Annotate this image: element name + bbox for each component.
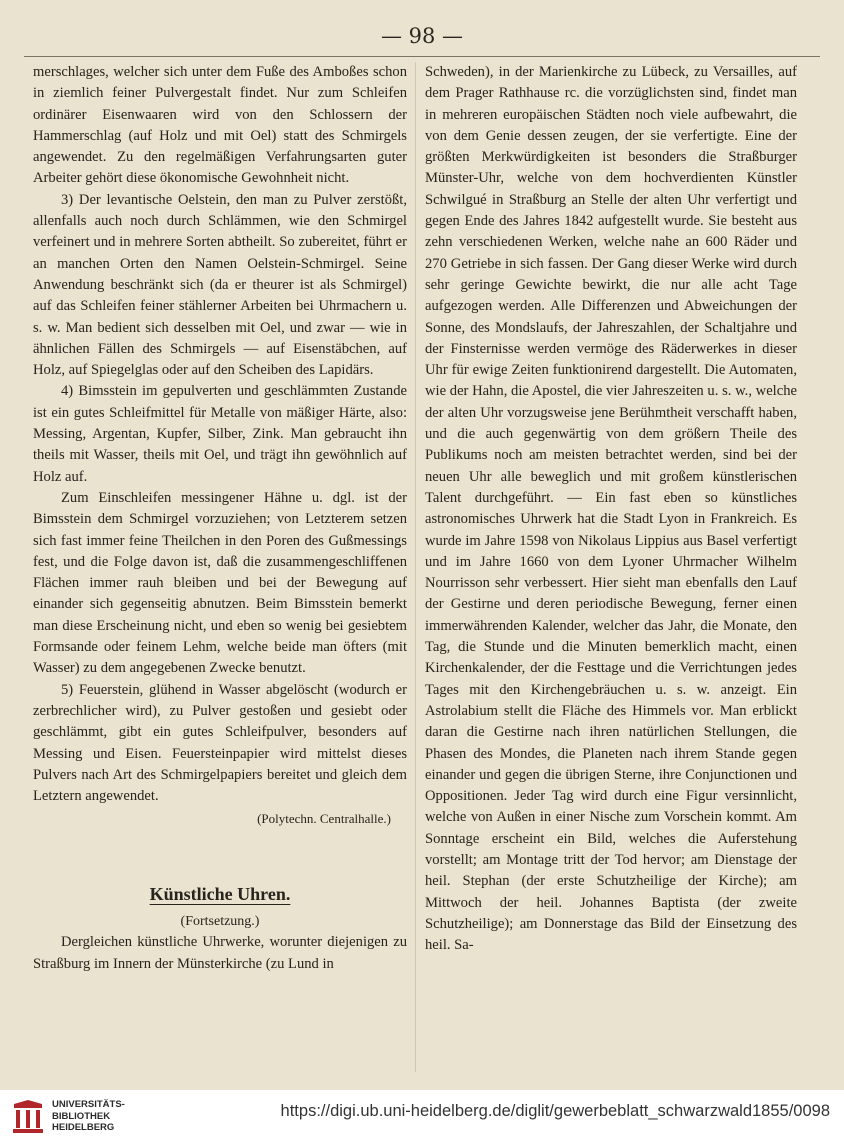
article-intro: Dergleichen künstliche Uhrwerke, worunter diejenigen zu Straßburg im Innern der Münsterkirche (zu Lund in xyxy=(33,934,407,972)
university-library-logo-icon xyxy=(10,1098,46,1136)
right-column xyxy=(425,62,797,956)
library-name-line: BIBLIOTHEK xyxy=(52,1110,111,1122)
document-url[interactable]: https://digi.ub.uni-heidelberg.de/diglit/gewerbeblatt_schwarzwald1855/0098 xyxy=(280,1102,830,1120)
viewer-footer xyxy=(0,1090,844,1145)
library-name-line: UNIVERSITÄTS- xyxy=(52,1099,125,1110)
article-subtitle: (Fortsetzung.) xyxy=(180,913,260,929)
paragraph: merschlages, welcher sich unter dem Fuße des Amboßes schon in ziemlich feiner Pulvergestalt findet. Nur zum Schleifen ordinärer Eisenwaaren wird von den Schlossern der Hammerschlag (auf Holz und mit Oel) statt des Schmirgels angewendet. Zu den regelmäßigen Verfahrungsarten guter Arbeiter gehört diese ökonomische Gewohnheit nicht. xyxy=(33,64,407,187)
paragraph: 5) Feuerstein, glühend in Wasser abgelöscht (wodurch er zerbrechlicher wird), zu Pulver gestoßen und gesiebt oder geschlämmt, gibt ein gutes Schleifpulver, besonders auf Messing und Eisen. Feuersteinpapier wird mittelst dieses Pulvers nach Art des Schmirgelpapiers bereitet und gleich dem Letztern angewendet. xyxy=(33,681,407,805)
header-rule xyxy=(24,56,820,57)
article-title: Künstliche Uhren. xyxy=(149,883,291,904)
paragraph: 3) Der levantische Oelstein, den man zu Pulver zerstößt, allenfalls auch noch durch Schlämmen, wie den Schmirgel verfeinert und in mehrere Sorten abtheilt. So zubereitet, führt er an manchen Orten den Namen Oelstein-Schmirgel. Seine Anwendung beschränkt sich (da er theurer ist als Schmirgel) auf das Schleifen feiner stählerner Arbeiten bei Uhrmachern u. s. w. Man bedient sich desselben mit Oel, und zwar — wie in ähnlichen Fällen des Schmirgels — auf Eisenstäbchen, auf Holz, auf Spiegelglas oder auf den Scheiben des Lapidärs. xyxy=(33,191,407,379)
paragraph: Zum Einschleifen messingener Hähne u. dgl. ist der Bimsstein dem Schmirgel vorzuziehen; von Letzterem setzen sich fast immer feine Theilchen in den Poren des Gußmessings fest, und die Folge davon ist, daß die zusammengeschliffenen Flächen immer rauh bleiben und bei der Bewegung auf einander sich gegenseitig abnutzen. Beim Bimsstein bemerkt man diese Erscheinung nicht, und eben so wenig bei gesiebtem Formsande oder feinem Lehm, welche beide man öfters (mit Wasser) zu dem angegebenen Zwecke benutzt. xyxy=(33,489,407,677)
library-name xyxy=(52,1099,125,1134)
library-name-line: HEIDELBERG xyxy=(52,1122,115,1133)
left-column xyxy=(33,62,407,975)
source-note: (Polytechn. Centralhalle.) xyxy=(257,811,391,827)
paragraph: Schweden), in der Marienkirche zu Lübeck, zu Versailles, auf dem Prager Rathhause rc. die vorzüglichsten sind, findet man in mehreren europäischen Städten noch viele aufbewahrt, die von dem Genie dessen zeugen, der sie verfertigte. Eine der größten Merkwürdigkeiten ist besonders die Straßburger Münster-Uhr, welche von dem hochverdienten Künstler Schwilgué in Straßburg an Stelle der alten Uhr verfertigt und gegen Ende des Jahres 1842 aufgestellt wurde. Sie besteht aus zehn verschiedenen Werken, welche nahe an 600 Räder und 270 Getriebe in sich fassen. Der Gang dieser Werke wird durch sehr geringe Gewichte bewirkt, die nur alle acht Tage aufgezogen werden. Alle Differenzen und Abweichungen der Sonne, des Mondslaufs, der Jahreszahlen, der Schaltjahre und der Finsternisse werden vermöge des Räderwerkes in dieser Uhr für ewige Zeiten funktionirend dargestellt. Die Automaten, wie der Hahn, die Apostel, die vier Jahreszeiten u. s. w., welche der alten Uhr vorzugsweise jene Berühmtheit verschafft haben, und die auch gegenwärtig von dem größern Theile des Publikums noch am meisten betrachtet werden, sind bei der neuen Uhr alle beweglich und mit großem künstlerischen Talent durchgeführt. — Ein fast eben so künstliches astronomisches Uhrwerk hat die Stadt Lyon in Frankreich. Es wurde im Jahre 1598 von Nikolaus Lippius aus Basel verfertigt und im Jahre 1660 von dem Lyoner Uhrmacher Wilhelm Nourrisson sehr verbessert. Hier sieht man ebenfalls den Lauf der Gestirne und deren periodische Bewegung, ferner einen immerwährenden Kalender, welcher das Jahr, die Monate, den Tag, die Stunde und die Minuten bemerklich macht, einen Kirchenkalender, der die Festtage und die Verrichtungen jedes Tages mit den Kirchengebräuchen u. s. w. anzeigt. Ein Astrolabium stellt die Fläche des Himmels vor. Man erblickt daran die Gestirne nach ihren natürlichen Stellungen, die Phasen des Mondes, die Planeten nach ihrem Stande gegen einander und gegen die übrigen Sterne, ihre Conjunctionen und Oppositionen. Jeder Tag wird durch eine Figur versinnlicht, welche von Außen in einer Nische zum Vorschein kommt. Am Sonntage erscheint ein Bild, welches die Auferstehung vorstellt; am Montage tritt der Tod hervor; am Dienstage der heil. Stephan (der erste Schutzheilige der Kirche); am Mittwoch der heil. Johannes Baptista (der zweite Schutzheilige); am Donnerstage das Bild der Einsetzung des heil. Sa- xyxy=(425,64,797,954)
paragraph: 4) Bimsstein im gepulverten und geschlämmten Zustande ist ein gutes Schleifmittel für Metalle von mäßiger Härte, also: Messing, Argentan, Kupfer, Silber, Zink. Man gebraucht ihn theils mit Wasser, theils mit Oel, und trägt ihn gewöhnlich auf Holz auf. xyxy=(33,383,407,485)
column-divider xyxy=(415,62,416,1072)
page-number: — 98 — xyxy=(380,24,464,48)
